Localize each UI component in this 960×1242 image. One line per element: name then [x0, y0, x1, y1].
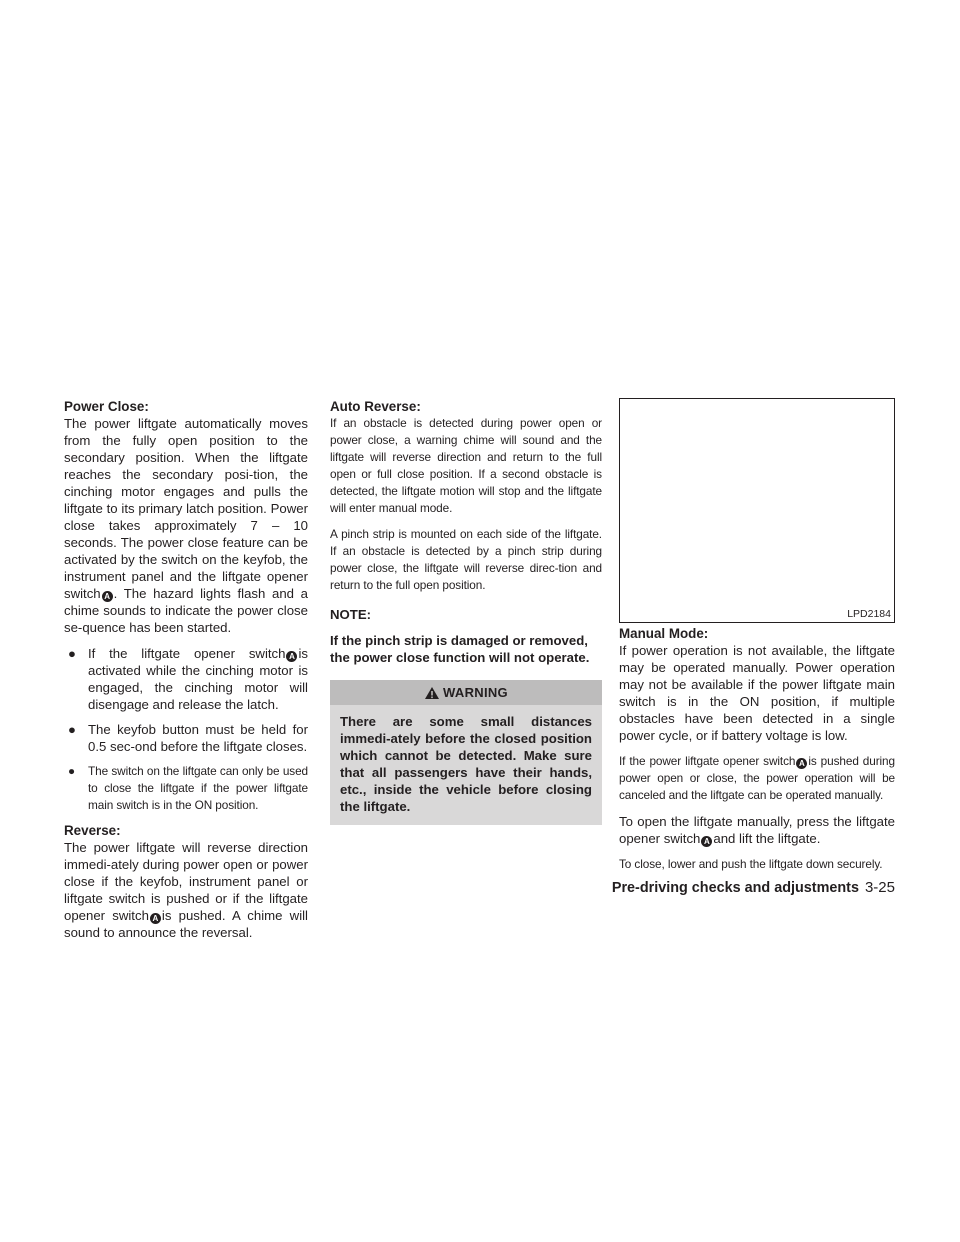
bullet-text-b: is activated while the cinching motor is engaged, the cinching motor will disengage and release the latch. [88, 646, 308, 712]
manual-mode-paragraph-4: To close, lower and push the liftgate down securely. [619, 857, 883, 871]
auto-reverse-paragraph-1: If an obstacle is detected during power open or power close, a warning chime will sound and the liftgate will reverse direction and return to the full open or full close position. If a second obstacle is detected, the liftgate motion will stop and the liftgate will enter manual mode. [330, 416, 602, 515]
reverse-heading: Reverse: [64, 823, 121, 838]
switch-a-marker-icon: A [286, 651, 297, 662]
page-footer [612, 879, 895, 897]
list-item [64, 645, 308, 713]
bullet-text: The keyfob button must be held for 0.5 sec-ond before the liftgate closes. [88, 722, 308, 754]
warning-header [330, 680, 602, 705]
note-title: NOTE: [330, 607, 372, 622]
bullet-icon: ● [68, 764, 76, 778]
reverse-text-b: is pushed. A chime will sound to announce the reversal. [64, 908, 308, 940]
power-close-text-a: The power liftgate automatically moves from the fully open position to the secondary position. When the liftgate reaches the secondary posi-tion, the cinching motor engages and pulls the liftgate to its primary latch position. Power close takes approximately 7 – 10 seconds. The power close feature can be activated by the switch on the keyfob, the instrument panel and the liftgate opener switch [64, 416, 308, 601]
section-title: Pre-driving checks and adjustments [611, 880, 859, 896]
manual-mode-paragraph-3 [619, 813, 895, 847]
liftgate-figure [619, 398, 895, 623]
list-item [64, 721, 308, 755]
bullet-text-a: If the liftgate opener switch [88, 646, 286, 661]
manual-open-text-a: To open the liftgate manually, press the liftgate opener switch [619, 814, 895, 846]
switch-a-marker-icon: A [796, 758, 807, 769]
bullet-text: The switch on the liftgate can only be used to close the liftgate if the power liftgate main switch is in the ON position. [88, 764, 308, 812]
manual-open-text-b: and lift the liftgate. [713, 831, 821, 846]
switch-a-marker-icon: A [150, 913, 161, 924]
reverse-paragraph [64, 839, 308, 941]
column-2 [330, 398, 602, 825]
column-1 [64, 398, 308, 950]
manual-mode-paragraph-2 [619, 753, 895, 804]
manual-mode-heading: Manual Mode: [619, 626, 709, 641]
manual-mode-paragraph-1: If power operation is not available, the liftgate may be operated manually. Power operation may not be available if the power liftgate main switch is in the ON position, if multiple obstacles have been detected in a single power cycle, or if battery voltage is low. [619, 643, 895, 743]
warning-box [330, 680, 602, 825]
page-number: 3-25 [864, 879, 895, 896]
note-body: If the pinch strip is damaged or removed, the power close function will not operate. [330, 633, 590, 665]
switch-a-marker-icon: A [102, 591, 113, 602]
warning-triangle-icon [424, 686, 440, 700]
power-close-text-b: . The hazard lights flash and a chime sounds to indicate the power close se-quence has been started. [64, 586, 308, 635]
warning-text: There are some small distances immedi-ately before the closed position which cannot be detected. Make sure that all passengers have their hands, etc., inside the vehicle before closing the liftgate. [340, 714, 592, 814]
figure-label: LPD2184 [847, 608, 891, 620]
bullet-icon: ● [68, 722, 76, 737]
bullet-icon: ● [68, 646, 76, 661]
warning-title: WARNING [443, 685, 508, 700]
manual-text-a: If the power liftgate opener switch [619, 754, 796, 768]
column-3 [619, 398, 895, 882]
auto-reverse-paragraph-2: A pinch strip is mounted on each side of the liftgate. If an obstacle is detected by a pinch strip during power close, the liftgate will reverse direc-tion and return to the full open position. [330, 527, 602, 592]
list-item [64, 763, 308, 814]
reverse-text-a: The power liftgate will reverse direction immedi-ately during power open or power close if the keyfob, instrument panel or liftgate switch is pushed or if the liftgate opener switch [64, 840, 308, 923]
switch-a-marker-icon: A [701, 836, 712, 847]
power-close-paragraph [64, 415, 308, 636]
auto-reverse-heading: Auto Reverse: [330, 399, 421, 414]
power-close-heading: Power Close: [64, 399, 149, 414]
manual-text-b: is pushed during power open or close, the power operation will be canceled and the liftgate can be operated manually. [619, 754, 895, 802]
power-close-bullets [64, 645, 308, 814]
